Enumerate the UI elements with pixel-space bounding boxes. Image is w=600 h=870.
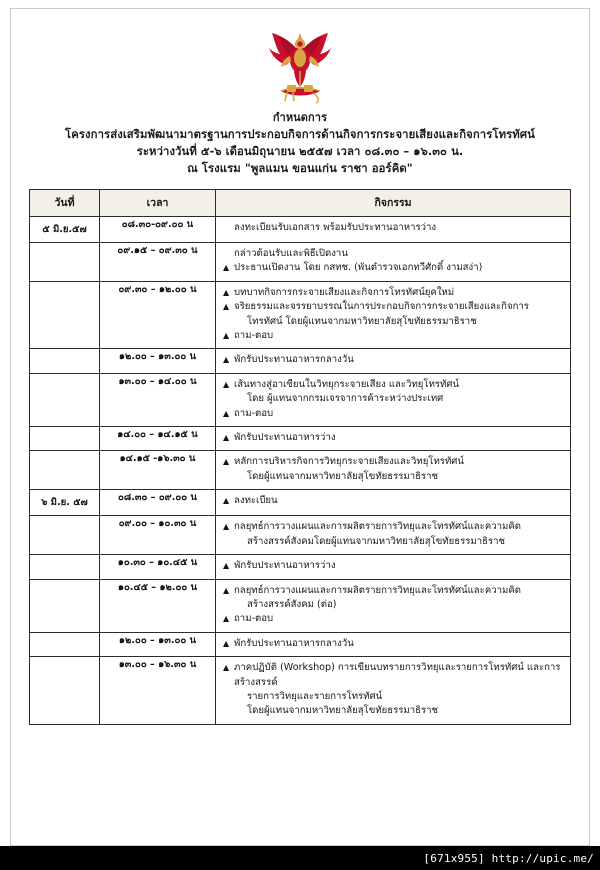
cell-date bbox=[30, 281, 100, 349]
activity-text: ถาม-ตอบ bbox=[234, 330, 274, 342]
table-row bbox=[30, 373, 571, 426]
triangle-bullet-icon: ▲ bbox=[223, 561, 230, 571]
cell-time: ๐๘.๓๐-๐๙.๐๐ น bbox=[100, 217, 216, 243]
cell-time: ๐๙.๑๕ – ๐๙.๓๐ น bbox=[100, 243, 216, 282]
activity-text: ถาม-ตอบ bbox=[234, 407, 274, 419]
activity-text: ลงทะเบียนรับเอกสาร พร้อมรับประทานอาหารว่าง bbox=[234, 222, 437, 233]
cell-date bbox=[30, 451, 100, 490]
activity-line bbox=[223, 584, 565, 598]
cell-date bbox=[30, 657, 100, 725]
activity-line bbox=[223, 353, 565, 367]
triangle-bullet-icon: ▲ bbox=[223, 638, 230, 648]
cell-date bbox=[30, 427, 100, 451]
cell-activity bbox=[216, 217, 571, 243]
cell-activity bbox=[216, 657, 571, 725]
cell-date bbox=[30, 632, 100, 656]
activity-line bbox=[223, 704, 565, 718]
cell-date bbox=[30, 579, 100, 632]
cell-activity bbox=[216, 579, 571, 632]
activity-line bbox=[223, 378, 565, 392]
cell-time: ๐๙.๐๐ – ๑๐.๓๐ น bbox=[100, 516, 216, 555]
triangle-bullet-icon: ▲ bbox=[223, 263, 230, 273]
triangle-bullet-icon: ▲ bbox=[223, 522, 230, 532]
garuda-emblem bbox=[267, 27, 333, 105]
triangle-bullet-icon: ▲ bbox=[223, 663, 230, 673]
title-block bbox=[11, 109, 589, 177]
emblem-container bbox=[11, 9, 589, 105]
cell-activity bbox=[216, 516, 571, 555]
activity-line bbox=[223, 676, 565, 690]
activity-line bbox=[223, 470, 565, 484]
activity-line bbox=[223, 300, 565, 314]
cell-activity bbox=[216, 451, 571, 490]
activity-text: ถาม-ตอบ bbox=[234, 613, 274, 625]
cell-time: ๑๓.๐๐ – ๑๖.๓๐ น bbox=[100, 657, 216, 725]
activity-line bbox=[223, 392, 565, 406]
triangle-bullet-icon: ▲ bbox=[223, 457, 230, 467]
cell-activity bbox=[216, 555, 571, 579]
triangle-bullet-icon: ▲ bbox=[223, 287, 230, 297]
table-row bbox=[30, 657, 571, 725]
triangle-bullet-icon: ▲ bbox=[223, 302, 230, 312]
cell-date bbox=[30, 349, 100, 373]
cell-time: ๑๓.๐๐ – ๑๔.๐๐ น bbox=[100, 373, 216, 426]
document-sheet bbox=[10, 8, 590, 846]
cell-date bbox=[30, 516, 100, 555]
triangle-bullet-icon: ▲ bbox=[223, 496, 230, 506]
cell-time: ๑๒.๐๐ – ๑๓.๐๐ น bbox=[100, 632, 216, 656]
activity-text: พักรับประทานอาหารกลางวัน bbox=[234, 637, 354, 649]
table-row bbox=[30, 516, 571, 555]
table-row bbox=[30, 490, 571, 516]
table-row bbox=[30, 632, 571, 656]
activity-line bbox=[223, 535, 565, 549]
activity-text: พักรับประทานอาหารว่าง bbox=[234, 560, 336, 572]
activity-text: กลยุทธ์การวางแผนและการผลิตรายการวิทยุและโทรทัศน์และความคิด bbox=[234, 584, 521, 596]
table-row bbox=[30, 217, 571, 243]
triangle-bullet-icon: ▲ bbox=[223, 408, 230, 418]
table-row bbox=[30, 555, 571, 579]
activity-text: พักรับประทานอาหารว่าง bbox=[234, 432, 336, 444]
triangle-bullet-icon: ▲ bbox=[223, 585, 230, 595]
cell-activity bbox=[216, 373, 571, 426]
cell-activity bbox=[216, 349, 571, 373]
table-row bbox=[30, 451, 571, 490]
cell-activity bbox=[216, 243, 571, 282]
activity-line bbox=[223, 637, 565, 651]
activity-line bbox=[223, 221, 565, 235]
activity-line bbox=[223, 494, 565, 508]
schedule-table-container bbox=[11, 183, 589, 725]
activity-text: บทบาทกิจการกระจายเสียงและกิจการโทรทัศน์ยุคใหม่ bbox=[234, 286, 455, 298]
cell-date bbox=[30, 555, 100, 579]
project-name-line: โครงการส่งเสริมพัฒนามาตรฐานการประกอบกิจการด้านกิจการกระจายเสียงและกิจการโทรทัศน์ bbox=[65, 128, 535, 141]
activity-text: ลงทะเบียน bbox=[234, 495, 278, 507]
cell-date: ๖ มิ.ย. ๕๗ bbox=[30, 490, 100, 516]
venue-line: ณ โรงแรม "พูลแมน ขอนแก่น ราชา ออร์คิด" bbox=[187, 162, 413, 175]
cell-time: ๑๔.๐๐ – ๑๔.๑๕ น bbox=[100, 427, 216, 451]
triangle-bullet-icon: ▲ bbox=[223, 331, 230, 341]
activity-text: ภาคปฏิบัติ (Workshop) การเขียนบทรายการวิทยุและรายการโทรทัศน์ และการ bbox=[234, 662, 561, 674]
activity-text: สร้างสรรค์ bbox=[234, 676, 278, 688]
activity-text: เส้นทางสู่อาเซียนในวิทยุกระจายเสียง และวิทยุโทรทัศน์ bbox=[234, 378, 460, 390]
activity-text: โดยผู้แทนจากมหาวิทยาลัยสุโขทัยธรรมาธิราช bbox=[247, 705, 439, 717]
activity-text: สร้างสรรค์สังคมโดยผู้แทนจากมหาวิทยาลัยสุโขทัยธรรมาธิราช bbox=[247, 535, 505, 547]
triangle-bullet-icon: ▲ bbox=[223, 433, 230, 443]
activity-text: รายการวิทยุและรายการโทรทัศน์ bbox=[247, 690, 383, 702]
activity-line bbox=[223, 407, 565, 421]
cell-time: ๑๒.๐๐ – ๑๓.๐๐ น bbox=[100, 349, 216, 373]
activity-line bbox=[223, 661, 565, 675]
watermark-bar bbox=[0, 846, 600, 870]
table-row bbox=[30, 427, 571, 451]
cell-time: ๐๘.๓๐ – ๐๙.๐๐ น bbox=[100, 490, 216, 516]
activity-line bbox=[223, 520, 565, 534]
activity-line bbox=[223, 455, 565, 469]
column-header-date: วันที่ bbox=[30, 190, 100, 217]
table-row bbox=[30, 579, 571, 632]
triangle-bullet-icon: ▲ bbox=[223, 614, 230, 624]
activity-line bbox=[223, 598, 565, 612]
cell-date bbox=[30, 243, 100, 282]
activity-line bbox=[223, 612, 565, 626]
activity-text: โดย ผู้แทนจากกรมเจรจาการค้าระหว่างประเทศ bbox=[247, 393, 444, 405]
activity-text: กลยุทธ์การวางแผนและการผลิตรายการวิทยุและโทรทัศน์และความคิด bbox=[234, 521, 521, 533]
activity-text: กล่าวต้อนรับและพิธีเปิดงาน bbox=[234, 248, 348, 259]
watermark-text: [671x955] http://upic.me/ bbox=[423, 851, 594, 865]
date-time-line: ระหว่างวันที่ ๕-๖ เดือนมิถุนายน ๒๕๕๗ เวลา ๐๘.๓๐ – ๑๖.๓๐ น. bbox=[136, 145, 464, 158]
activity-line bbox=[223, 315, 565, 329]
document-title: กำหนดการ bbox=[272, 111, 328, 124]
table-row bbox=[30, 243, 571, 282]
table-row bbox=[30, 281, 571, 349]
activity-text: โทรทัศน์ โดยผู้แทนจากมหาวิทยาลัยสุโขทัยธรรมาธิราช bbox=[247, 315, 477, 327]
table-row bbox=[30, 349, 571, 373]
activity-text: สร้างสรรค์สังคม (ต่อ) bbox=[247, 598, 337, 610]
cell-time: ๑๔.๑๕ -๑๖.๓๐ น bbox=[100, 451, 216, 490]
cell-date: ๕ มิ.ย.๕๗ bbox=[30, 217, 100, 243]
activity-line bbox=[223, 247, 565, 261]
activity-text: พักรับประทานอาหารกลางวัน bbox=[234, 354, 354, 366]
activity-line bbox=[223, 261, 565, 275]
activity-text: โดยผู้แทนจากมหาวิทยาลัยสุโขทัยธรรมาธิราช bbox=[247, 470, 439, 482]
activity-line bbox=[223, 559, 565, 573]
activity-line bbox=[223, 286, 565, 300]
cell-date bbox=[30, 373, 100, 426]
triangle-bullet-icon: ▲ bbox=[223, 379, 230, 389]
activity-text: ประธานเปิดงาน โดย กสทช. (พันตำรวจเอกทวีศักดิ์ งามสง่า) bbox=[234, 262, 483, 274]
activity-text: หลักการบริหารกิจการวิทยุกระจายเสียงและวิทยุโทรทัศน์ bbox=[234, 456, 464, 468]
cell-activity bbox=[216, 632, 571, 656]
activity-line bbox=[223, 690, 565, 704]
cell-time: ๑๐.๔๕ – ๑๒.๐๐ น bbox=[100, 579, 216, 632]
activity-line bbox=[223, 431, 565, 445]
column-header-time: เวลา bbox=[100, 190, 216, 217]
column-header-activity: กิจกรรม bbox=[216, 190, 571, 217]
cell-activity bbox=[216, 281, 571, 349]
cell-time: ๑๐.๓๐ – ๑๐.๔๕ น bbox=[100, 555, 216, 579]
activity-text: จริยธรรมและจรรยาบรรณในการประกอบกิจการกระจายเสียงและกิจการ bbox=[234, 301, 529, 313]
cell-time: ๐๙.๓๐ – ๑๒.๐๐ น bbox=[100, 281, 216, 349]
table-header-row bbox=[30, 190, 571, 217]
cell-activity bbox=[216, 490, 571, 516]
activity-line bbox=[223, 329, 565, 343]
cell-activity bbox=[216, 427, 571, 451]
triangle-bullet-icon: ▲ bbox=[223, 355, 230, 365]
schedule-table bbox=[29, 189, 571, 725]
